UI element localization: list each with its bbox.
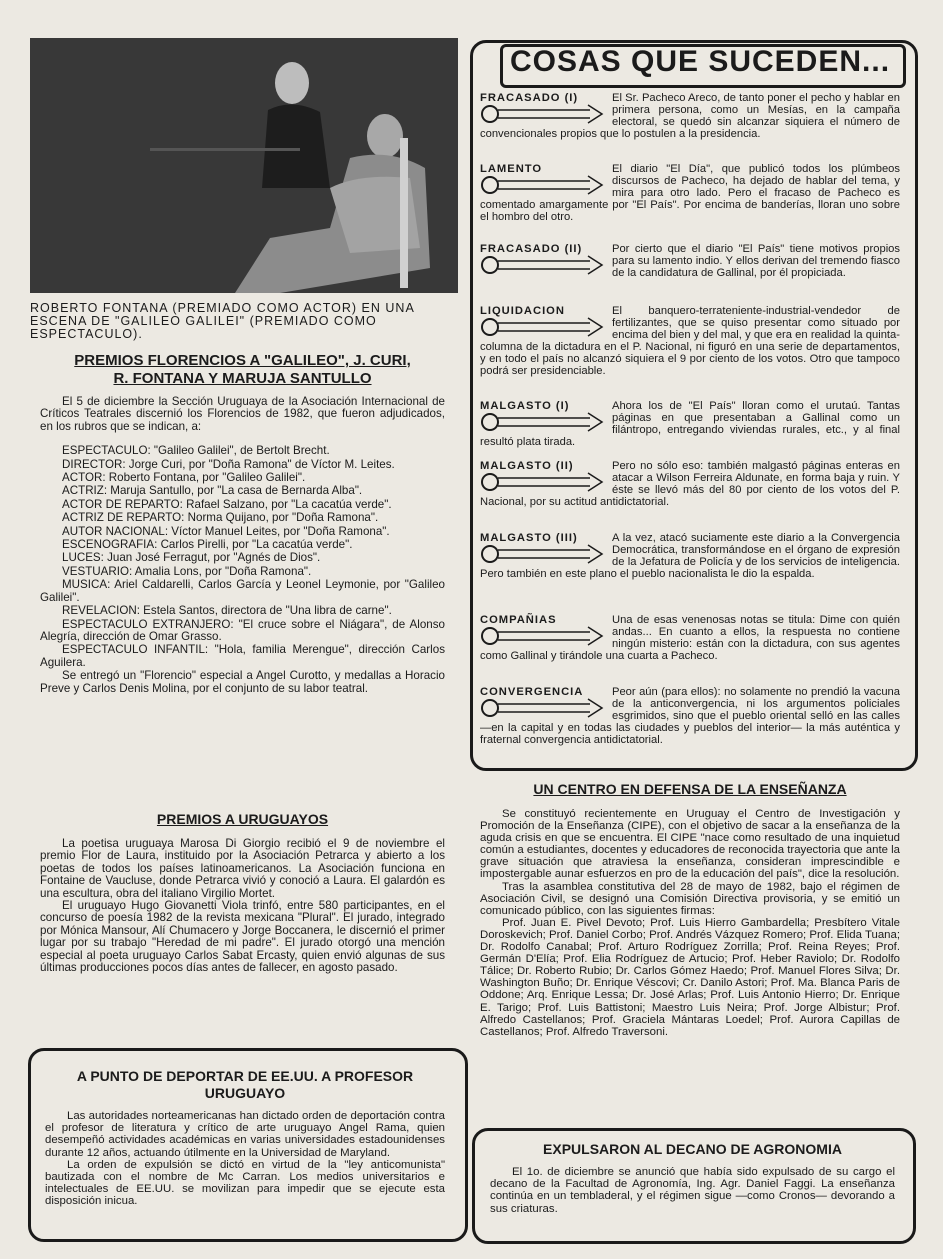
cosas-entry [480, 686, 900, 746]
deportar-article [45, 1068, 445, 1208]
cosas-entry-text: Por cierto que el diario "El País" tiene motivos propios para su lamento indio. Y ellos derivan del tremendo fiasco de la candidatura de Gallinal, por él propiciada. [612, 243, 900, 279]
paragraph: Tras la asamblea constitutiva del 28 de mayo de 1982, bajo el régimen de Asociación Civil, se designó una Comisión Directiva provisoria, y se emitió un comunicado público, con las siguientes firmas: [480, 880, 900, 917]
arrow-right-icon [480, 626, 605, 646]
list-item: MUSICA: Ariel Caldarelli, Carlos García y Leonel Leymonie, por "Galileo Galilei". [40, 578, 445, 604]
list-item: ACTRIZ: Maruja Santullo, por "La casa de Bernarda Alba". [62, 484, 363, 498]
paragraph: La orden de expulsión se dictó en virtud de la "ley anticomunista" bautizada con el nombre de Mc Carran. Los medios universitarios e intelectuales de EE.UU. se movilizan para impedir que se ejecute esta disposición inicua. [45, 1158, 445, 1208]
list-item: Se entregó un "Florencio" especial a Angel Curotto, y medallas a Horacio Preve y Carlos Denis Molina, por el conjunto de su labor teatral. [40, 669, 445, 695]
paragraph: El 1o. de diciembre se anunció que había sido expulsado de su cargo el decano de la Facultad de Agronomía, Ing. Agr. Daniel Faggi. La enseñanza continúa en un tembladeral, y el régimen sigue —como Cronos— devorando a sus criaturas. [490, 1166, 895, 1215]
arrow-right-icon [480, 317, 605, 337]
cosas-entry-text: Peor aún (para ellos): no solamente no prendió la vacuna de la anticonvergencia, ni los argumentos policiales esgrimidos, sino que el pueblo oriental selló en las calles —en la capital y en todas las ciudades y pueblos del interior— la más auténtica y fraternal convergencia antidictatorial. [480, 686, 900, 746]
cosas-entry-label: COMPAÑIAS [480, 614, 557, 626]
arrow-right-icon [480, 472, 605, 492]
cosas-entry-text: A la vez, atacó suciamente este diario a la Convergencia Democrática, transformándose en el órgano de expresión de la Jefatura de Policía y de los servicios de inteligencia. Pero también en este plano el pueblo nacionalista le dio la espalda. [480, 532, 900, 580]
cosas-entry-text: El diario "El Día", que publicó todos los plúmbeos discursos de Pacheco, ha dejado de hablar del tema, y mira para otro lado. Pero el fracaso de Pacheco es comentado amargamente por "El País". Por encima de banderías, lloran uno sobre el hombro del otro. [480, 163, 900, 223]
paragraph: El uruguayo Hugo Giovanetti Viola trinfó, entre 580 participantes, en el concurso de poesía 1982 de la revista mexicana "Plural". El jurado, integrado por Mónica Mansour, Alí Chumacero y Jorge Boccanera, le discernió el primer lugar por su trabajo "Heredad de mi padre". El jurado otorgó una mención especial al poeta uruguayo Carlos Sabat Ercasty, quien envió algunas de sus últimas producciones pocos días antes de fallecer, en agosto pasado. [40, 899, 445, 975]
cosas-entry [480, 243, 900, 279]
cosas-entry-label: LIQUIDACION [480, 305, 565, 317]
florencios-article [40, 352, 445, 696]
cosas-entry [480, 532, 900, 580]
cosas-entry-text: El banquero-terrateniente-industrial-vendedor de fertilizantes, que se quiso presentar como situado por encima del bien y del mal, y que era en realidad la quinta-columna de la dictadura en el P. Nacional, ni figuró en una serie de departamentos, y en todo el país no alcanzó siquiera el 9 por ciento de los votos. Otro que tampoco podrá ser presidenciable. [480, 305, 900, 377]
cosas-entry-label: MALGASTO (III) [480, 532, 578, 544]
list-item: ACTOR DE REPARTO: Rafael Salzano, por "La cacatúa verde". [62, 497, 392, 511]
cosas-entry-label: FRACASADO (II) [480, 243, 583, 255]
cosas-entry [480, 614, 900, 662]
list-item: VESTUARIO: Amalia Lons, por "Doña Ramona". [62, 564, 312, 578]
list-item: ACTOR: Roberto Fontana, por "Galileo Galilei". [62, 471, 306, 485]
list-item: LUCES: Juan José Ferragut, por "Agnés de Dios". [62, 551, 321, 565]
cosas-entry-label: MALGASTO (II) [480, 460, 574, 472]
cosas-entry-head [480, 92, 608, 124]
florencios-headline-1: PREMIOS FLORENCIOS A "GALILEO", J. CURI, [74, 352, 411, 369]
cosas-entry-label: LAMENTO [480, 163, 543, 175]
cosas-entry-head [480, 532, 608, 564]
arrow-right-icon [480, 175, 605, 195]
deportar-headline: A PUNTO DE DEPORTAR DE EE.UU. A PROFESOR URUGUAYO [76, 1068, 414, 1101]
cosas-entry-text: El Sr. Pacheco Areco, de tanto poner el pecho y hablar en primera persona, como un Mesías, en la campaña electoral, se quedó sin alcanzar siquiera el número de convencionales propios que lo postulen a la presidencia. [480, 92, 900, 140]
uruguayos-article [40, 810, 445, 974]
paragraph: Las autoridades norteamericanas han dictado orden de deportación contra el profesor de literatura y crítico de arte uruguayo Angel Rama, quien desempeñó actividades académicas en varias universidades estadounidenses durante 12 años, actuando útilmente en la Universidad de Maryland. [45, 1110, 445, 1159]
florencios-intro [40, 396, 445, 433]
cosas-entry-label: MALGASTO (I) [480, 400, 570, 412]
cosas-entry-head [480, 305, 608, 337]
cosas-entry-head [480, 243, 608, 275]
list-item: ESCENOGRAFIA: Carlos Pirelli, por "La cacatúa verde". [62, 538, 353, 552]
centro-article [480, 780, 900, 1038]
cosas-entry-label: CONVERGENCIA [480, 686, 584, 698]
arrow-right-icon [480, 104, 605, 124]
paragraph: La poetisa uruguaya Marosa Di Giorgio recibió el 9 de noviembre el premio Flor de Laura, instituido por la Asociación Petrarca y abierto a los poetas de todos los países latinoamericanos. La Asociación funciona en Fontaine de Vaucluse, donde Petrarca vivió y conoció a Laura. El galardón es una escultura, obra del italiano Virgilio Mortet. [40, 837, 445, 900]
cosas-entry [480, 163, 900, 223]
cosas-entry-text: Pero no sólo eso: también malgastó páginas enteras en atacar a Wilson Ferreira Aldunate, en forma baja y ruin. Y éste se llevó más del 80 por ciento de los votos del P. Nacional, por su actitud antidictatorial. [480, 460, 900, 508]
cosas-entry [480, 460, 900, 508]
list-item: ACTRIZ DE REPARTO: Norma Quijano, por "Doña Ramona". [62, 511, 379, 525]
arrow-right-icon [480, 412, 605, 432]
photo-scene [30, 38, 458, 293]
cosas-entry-head [480, 614, 608, 646]
expulsaron-body [490, 1166, 895, 1215]
cosas-entry-head [480, 686, 608, 718]
florencios-list [40, 445, 445, 695]
cosas-entry [480, 92, 900, 140]
uruguayos-headline: PREMIOS A URUGUAYOS [156, 811, 329, 827]
paragraph: Prof. Juan E. Pivel Devoto; Prof. Luis Hierro Gambardella; Presbítero Vitale Doroskevich; Prof. Daniel Corbo; Prof. Andrés Vázquez Romero; Prof. Elida Tuana; Dr. Rodolfo Canabal; Prof. Arturo Rodríguez Zorrilla; Prof. Reina Reyes; Prof. Germán D'Elía; Prof. Elia Rodríguez de Artucio; Prof. Heber Raviolo; Dr. Rodolfo Tálice; Dr. Roberto Rubio; Dr. Carlos Gómez Haedo; Prof. Manuel Flores Silva; Dr. Washington Buño; Dr. Enrique Véscovi; Cr. Danilo Astori; Prof. Ma. Blanca Paris de Oddone; Arq. Enrique Lessa; Dr. José Arlas; Prof. Luis Antonio Hierro; Dr. Enrique E. Tarigo; Prof. Luis Battistoni; Maestro Luis Neira; Prof. Jorge Albistur; Prof. Alfredo Castellanos; Prof. Graciela Mántaras Loedel; Prof. Aurora Capillas de Castellanos; Prof. Alfredo Traversoni. [480, 916, 900, 1038]
cosas-entry [480, 305, 900, 377]
cosas-entry-text: Ahora los de "El País" lloran como el urutaú. Tantas páginas en que presentaban a Gallinal como un filántropo, entregando viviendas rurales, etc., y al final resultó plata tirada. [480, 400, 900, 448]
cosas-entry-head [480, 460, 608, 492]
expulsaron-article [490, 1140, 895, 1215]
cosas-entry-text: Una de esas venenosas notas se titula: Dime con quién andas... En cuanto a ellos, la respuesta no contiene ningún misterio: están con la dictadura, con sus agentes como Gallinal y tirándole una cuarta a Pacheco. [480, 614, 900, 662]
centro-body [480, 808, 900, 1038]
cosas-entry-head [480, 400, 608, 432]
cosas-entry-head [480, 163, 608, 195]
list-item: AUTOR NACIONAL: Víctor Manuel Leites, por "Doña Ramona". [62, 524, 390, 538]
cosas-entry-label: FRACASADO (I) [480, 92, 579, 104]
list-item: DIRECTOR: Jorge Curi, por "Doña Ramona" de Víctor M. Leites. [62, 457, 395, 471]
list-item: ESPECTACULO EXTRANJERO: "El cruce sobre el Niágara", de Alonso Alegría, dirección de Omar Grasso. [40, 617, 445, 643]
deportar-body [45, 1110, 445, 1208]
uruguayos-body [40, 838, 445, 974]
paragraph: Se constituyó recientemente en Uruguay el Centro de Investigación y Promoción de la Enseñanza (CIPE), con el objetivo de sacar a la enseñanza de la aguda crisis en que se encuentra. El CIPE "nace como resultado de una inquietud común a estudiantes, docentes y educadores de reconocida trayectoria que ante la grave situación que atraviesa la enseñanza, consideran imprescindible e impostergable aunar esfuerzos en pro de la educación del país", dice la resolución. [480, 808, 900, 881]
list-item: ESPECTACULO: "Galileo Galilei", de Bertolt Brecht. [62, 444, 330, 458]
centro-headline: UN CENTRO EN DEFENSA DE LA ENSEÑANZA [533, 781, 847, 797]
florencios-intro-text: El 5 de diciembre la Sección Uruguaya de la Asociación Internacional de Críticos Teatrales discernió los Florencios de 1982, que fueron adjudicados, en los rubros que se indican, a: [40, 395, 445, 433]
photo-caption: ROBERTO FONTANA (PREMIADO COMO ACTOR) EN UNA ESCENA DE "GALILEO GALILEI" (PREMIADO COMO ESPECTACULO). [30, 301, 415, 341]
cosas-title: COSAS QUE SUCEDEN... [509, 45, 891, 78]
arrow-right-icon [480, 544, 605, 564]
list-item: ESPECTACULO INFANTIL: "Hola, familia Merengue", dirección Carlos Aguilera. [40, 643, 445, 669]
arrow-right-icon [480, 698, 605, 718]
expulsaron-headline: EXPULSARON AL DECANO DE AGRONOMIA [543, 1141, 842, 1157]
florencios-headline-2: R. FONTANA Y MARUJA SANTULLO [113, 370, 372, 387]
theater-photo [30, 38, 458, 293]
cosas-entry [480, 400, 900, 448]
list-item: REVELACION: Estela Santos, directora de "Una libra de carne". [62, 604, 392, 618]
arrow-right-icon [480, 255, 605, 275]
